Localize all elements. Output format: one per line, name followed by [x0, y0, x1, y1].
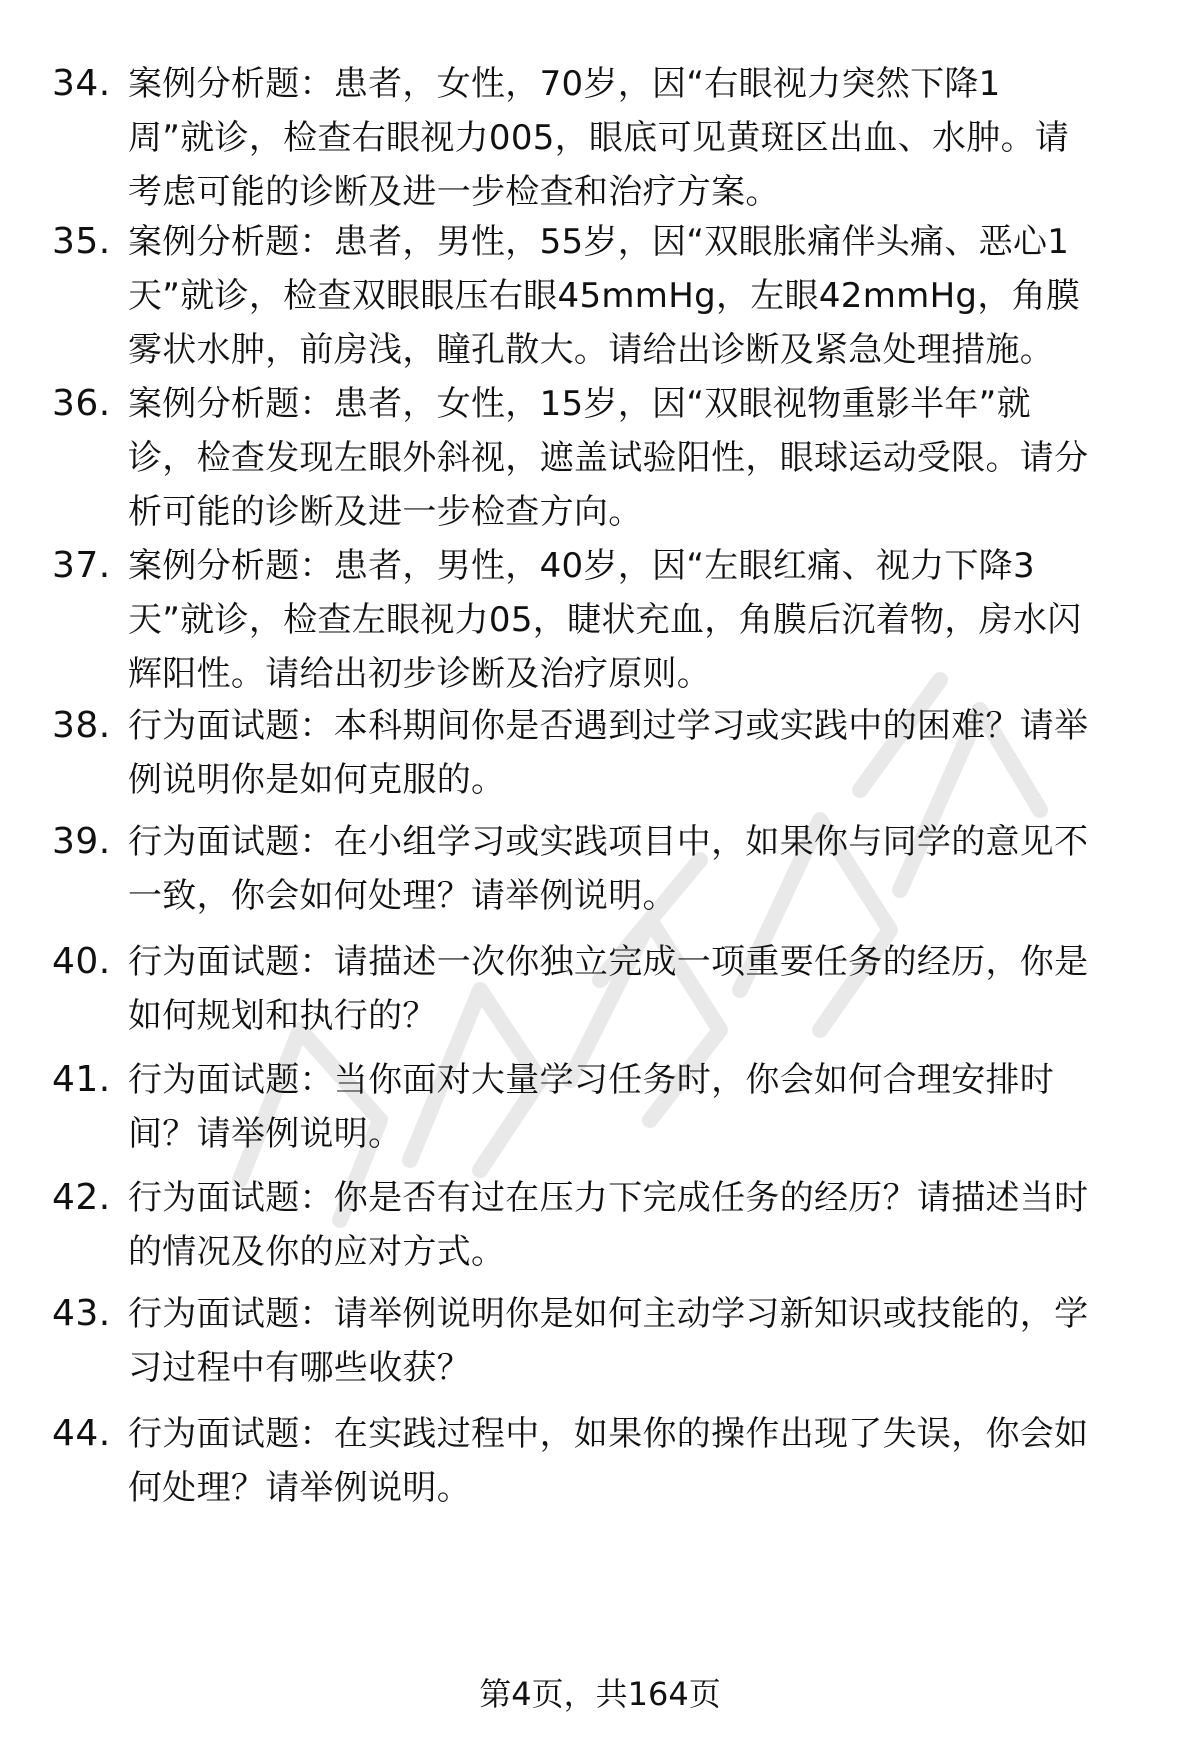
question-number: 40.: [52, 941, 111, 982]
question-text-line: 一致，你会如何处理？请举例说明。: [128, 876, 677, 916]
question-number: 41.: [52, 1059, 111, 1100]
question-text-line: 例说明你是如何克服的。: [128, 760, 506, 800]
question-text-line: 析可能的诊断及进一步检查方向。: [128, 492, 643, 532]
question-text-line: 行为面试题：请举例说明你是如何主动学习新知识或技能的，学: [128, 1294, 1089, 1334]
question-number: 37.: [52, 545, 111, 586]
question-text-line: 辉阳性。请给出初步诊断及治疗原则。: [128, 654, 712, 694]
question-number: 43.: [52, 1293, 111, 1334]
question-text-line: 间？请举例说明。: [128, 1114, 403, 1154]
question-text-line: 天”就诊，检查双眼眼压右眼45mmHg，左眼42mmHg，角膜: [128, 276, 1081, 316]
question-text-line: 的情况及你的应对方式。: [128, 1232, 506, 1272]
question-text-line: 行为面试题：你是否有过在压力下完成任务的经历？请描述当时: [128, 1178, 1089, 1218]
question-number: 38.: [52, 705, 111, 746]
question-text-line: 行为面试题：本科期间你是否遇到过学习或实践中的困难？请举: [128, 706, 1089, 746]
page-number-footer: 第4页，共164页: [479, 1675, 721, 1713]
question-text-line: 考虑可能的诊断及进一步检查和治疗方案。: [128, 172, 780, 212]
question-text-line: 诊，检查发现左眼外斜视，遮盖试验阳性，眼球运动受限。请分: [128, 438, 1089, 478]
question-number: 42.: [52, 1177, 111, 1218]
question-text-line: 行为面试题：当你面对大量学习任务时，你会如何合理安排时: [128, 1060, 1055, 1100]
question-number: 35.: [52, 221, 111, 262]
question-number: 39.: [52, 821, 111, 862]
question-text-line: 案例分析题：患者，男性，40岁，因“左眼红痛、视力下降3: [128, 546, 1035, 586]
question-text-line: 行为面试题：在小组学习或实践项目中，如果你与同学的意见不: [128, 822, 1089, 862]
question-text-line: 周”就诊，检查右眼视力005，眼底可见黄斑区出血、水肿。请: [128, 118, 1070, 158]
question-number: 34.: [52, 63, 111, 104]
question-text-line: 习过程中有哪些收获？: [128, 1348, 471, 1388]
question-text-line: 行为面试题：在实践过程中，如果你的操作出现了失误，你会如: [128, 1414, 1089, 1454]
question-text-line: 案例分析题：患者，女性，15岁，因“双眼视物重影半年”就: [128, 384, 1031, 424]
question-text-line: 天”就诊，检查左眼视力05，睫状充血，角膜后沉着物，房水闪: [128, 600, 1082, 640]
question-text-line: 如何规划和执行的？: [128, 996, 437, 1036]
question-number: 36.: [52, 383, 111, 424]
question-text-line: 行为面试题：请描述一次你独立完成一项重要任务的经历，你是: [128, 942, 1089, 982]
question-text-line: 何处理？请举例说明。: [128, 1468, 471, 1508]
question-number: 44.: [52, 1413, 111, 1454]
question-text-line: 雾状水肿，前房浅，瞳孔散大。请给出诊断及紧急处理措施。: [128, 330, 1055, 370]
question-text-line: 案例分析题：患者，男性，55岁，因“双眼胀痛伴头痛、恶心1: [128, 222, 1070, 262]
question-text-line: 案例分析题：患者，女性，70岁，因“右眼视力突然下降1: [128, 64, 1001, 104]
